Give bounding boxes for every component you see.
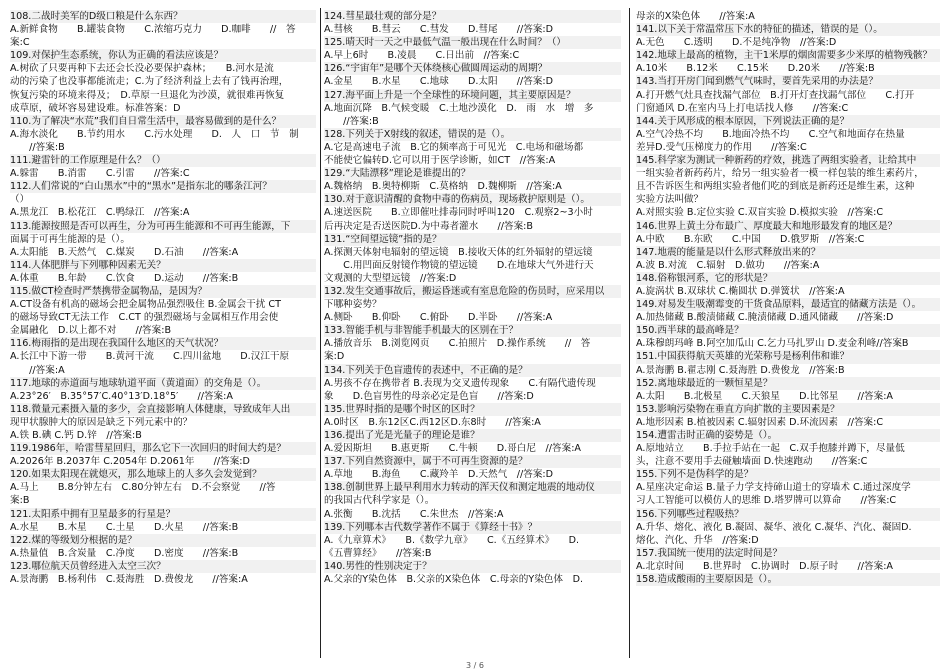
column-divider	[629, 8, 630, 658]
answer-line: A.新鲜食物 B.罐装食物 C.浓缩巧克力 D.咖啡 // 答	[10, 24, 296, 36]
question-line: 149.对易发生吸潮霉变的干货食品原料，最适宜的储藏方法是（）。	[636, 298, 940, 311]
answer-line: （）	[10, 194, 30, 206]
answer-line: A.早上6时 B.凌晨 C.日出前 //答案:C	[324, 50, 520, 62]
answer-line: 下哪种姿势？	[324, 299, 382, 311]
answer-line: A.播放音乐 B.浏览网页 C.拍照片 D.操作系统 // 答	[324, 338, 591, 350]
question-line: 124.彗星最壮观的部分是？	[324, 10, 621, 23]
question-line: 115.做CT检查时严禁携带金属物品，是因为？	[10, 285, 316, 298]
question-line: 111.避雷针的工作原理是什么？（）	[10, 154, 316, 167]
answer-line: A.北京时间 B.世界时 C.协调时 D.原子时 //答案:A	[636, 560, 893, 572]
question-line: 120.如果太阳现在就熄灭，那么地球上的人多久会发觉到？	[10, 468, 316, 481]
answer-line: A.中欧 B.东欧 C.中国 D.俄罗斯 //答案:C	[636, 233, 865, 245]
question-line: 133.智能手机与非智能手机最大的区别在于？	[324, 324, 621, 337]
question-line: 148.俗称银河系，它的形状是？	[636, 272, 940, 285]
answer-line: 后再决定是否送医院D.为中毒者灌水 //答案:B	[324, 220, 533, 232]
page-number: 3 / 6	[466, 661, 484, 670]
answer-line: 案:B	[10, 495, 30, 507]
answer-line: 恢复污染的环境来得及； D.草原一旦退化为沙漠，就很难再恢复	[10, 89, 285, 101]
question-line: 121.太阳系中拥有卫星最多的行星是？	[10, 508, 316, 521]
answer-line: 金属融化 D.以上都不对 //答案:B	[10, 325, 172, 337]
answer-line: A.太阳能 B.天然气 C.煤炭 D.石油 //答案:A	[10, 246, 239, 258]
column-2	[324, 10, 621, 658]
answer-line: A.草地 B.海鱼 C.藏羚羊 D.天然气 //答案:D	[324, 469, 554, 481]
question-line: 135.世界时指的是哪个时区的区时？	[324, 403, 621, 416]
question-line: 131.“空间望远镜”指的是？	[324, 233, 621, 246]
answer-line: //答案:B	[10, 141, 65, 153]
answer-line: //答案:A	[10, 364, 65, 376]
answer-line: 头，注意不要用手去碰触墙面 D.快速跑动 //答案:C	[636, 456, 868, 468]
question-line: 139.下列哪本古代数学著作不属于《算经十书》？	[324, 521, 621, 534]
question-line: 109.对保护生态系统，你认为正确的看法应该是？	[10, 49, 316, 62]
column-1	[10, 10, 316, 658]
answer-line: A.波 B.对流 C.辐射 D.做功 //答案:A	[636, 259, 820, 271]
answer-line: A.体重 B.年龄 C.饮食 D.运动 //答案:B	[10, 272, 239, 284]
answer-line: 实验方法叫做？	[636, 194, 704, 206]
answer-line: A.它是高速电子流 B.它的频率高于可见光 C.电场和磁场都	[324, 141, 584, 153]
question-line: 142.地球上最高的植物，主干1米厚的烟囱需要多少米厚的植物残骸？	[636, 49, 940, 62]
answer-line: //答案:B	[324, 115, 379, 127]
answer-line: A.彗核 B.彗云 C.彗发 D.彗尾 //答案:D	[324, 24, 554, 36]
question-line: 128.下列关于X射线的叙述，错误的是（）。	[324, 128, 621, 141]
answer-line: 母亲的X染色体 //答案:A	[636, 11, 755, 22]
question-line: 122.煤的等级划分根据的是？	[10, 534, 316, 547]
answer-line: A.2026年 B.2037年 C.2054年 D.2061年 //答案:D	[10, 456, 250, 468]
question-line: 153.影响污染物在垂直方向扩散的主要因素是？	[636, 403, 940, 416]
answer-line: A.无色 C.透明 D.不是纯净物 //答案:D	[636, 37, 837, 49]
answer-line: 的我国古代科学家是（）。	[324, 495, 435, 507]
answer-line: 象 D.色盲男性的母亲必定是色盲 //答案:D	[324, 390, 534, 402]
question-line: 146.世界上黄土分布最广、厚度最大和地形最发育的地区是？	[636, 220, 940, 233]
answer-line: A.景海鹏 B.杨利伟 C.聂海胜 D.费俊龙 //答案:A	[10, 574, 248, 586]
answer-line: 的磁场导致CT无法工作 C.CT 的强烈磁场与金属相互作用会使	[10, 312, 279, 324]
question-line: 154.遭雷击时正确的姿势是（）。	[636, 429, 940, 442]
question-line: 150.西半球的最高峰是？	[636, 324, 940, 337]
question-line: 147.地震的能量是以什么形式释放出来的？	[636, 246, 940, 259]
answer-line: A.10米 B.12米 C.15米 D.20米 //答案:B	[636, 63, 875, 75]
question-line: 143.当打开房门闻到燃气气味时，要首先采用的办法是？	[636, 75, 940, 88]
answer-line: A.侧卧 B.仰卧 C.俯卧 D.半卧 //答案:A	[324, 312, 553, 324]
answer-line: 动的污染了也没事都能流走；C.为了经济利益上去有了钱再治理，	[10, 76, 289, 88]
answer-line: 熔化、汽化、升华 //答案:D	[636, 534, 759, 546]
question-line: 127.海平面上升是一个全球性的环境问题，其主要原因是？	[324, 89, 621, 102]
answer-line: A.星座决定命运 B.量子力学支持碲山道士的穿墙术 C.通过深度学	[636, 482, 911, 494]
question-line: 126.“宇宙年”是哪个天体绕核心做圆周运动的周期？	[324, 62, 621, 75]
question-line: 145.科学家为测试一种新药的疗效，挑选了两组实验者，让给其中	[636, 154, 940, 167]
answer-line: 一组实验者新药药片，给另一组实验者一模一样包装的维生素药片，	[636, 168, 924, 180]
question-line: 130.对于意识清醒的食物中毒的伤病员，现场救护原则是（）。	[324, 193, 621, 206]
answer-line: A.23°26′ B.35°57′C.40°13′D.18°5′ //答案:A	[10, 390, 233, 402]
answer-line: A.升华、熔化、液化 B.凝固、凝华、液化 C.凝华、汽化、凝固D.	[636, 521, 912, 533]
question-line: 155.下列不是伪科学的是？	[636, 468, 940, 481]
question-line: 108.二战时美军的D级口粮是什么东西？	[10, 10, 316, 23]
answer-line: 差异D.受气压梯度力的作用 //答案:C	[636, 141, 807, 153]
question-line: 132.发生交通事故后，搬运昏迷或有室息危险的伤员时，应采用以	[324, 285, 621, 298]
question-line: 114.人体肥胖与下列哪种因素无关？	[10, 259, 316, 272]
question-line: 112.人们常说的“白山黑水”中的“黑水”是指东北的哪条江河？	[10, 180, 316, 193]
question-line: 141.以下关于常温常压下水的特征的描述，错误的是（）。	[636, 23, 940, 36]
question-line: 144.关于风形成的根本原因，下列说法正确的是？	[636, 115, 940, 128]
answer-line: 不能使它偏转D.它可以用于医学诊断，如CT //答案:A	[324, 155, 556, 167]
answer-line: A.加热储藏 B.酸渍储藏 C.腌渍储藏 D.通风储藏 //答案:D	[636, 312, 894, 324]
column-divider	[320, 8, 321, 658]
answer-line: A.父亲的Y染色体 B.父亲的X染色体 C.母亲的Y染色体 D.	[324, 574, 584, 586]
answer-line: 面属于可再生能源的是（）。	[10, 233, 130, 245]
answer-line: A.地形因素 B.植被因素 C.辐射因素 D.环流因素 //答案:C	[636, 416, 884, 428]
answer-line: A.珠穆朗玛峰 B.阿空加瓜山 C.乞力马扎罗山 D.麦金利峰//答案B	[636, 338, 909, 350]
answer-line: A.躲雷 B.消雷 C.引雷 //答案:C	[10, 168, 190, 180]
answer-line: 案:D	[324, 351, 345, 363]
question-line: 158.造成酸雨的主要原因是（）。	[636, 573, 940, 586]
answer-line: 门窗通风 D.在室内马上打电话找人修 //答案:C	[636, 102, 849, 114]
answer-line: A.0时区 B.东12区C.西12区D.东8时 //答案:A	[324, 416, 541, 428]
answer-line: A.地面沉降 B.气候变暖 C.土地沙漠化 D. 雨 水 增 多	[324, 102, 594, 114]
answer-line: 现甲状腺肿大的原因是缺乏下列元素中的？	[10, 416, 193, 428]
answer-line: A.男孩不存在携带者 B.表现为交叉遗传现象 C.有隔代遗传现	[324, 377, 596, 389]
answer-line: A.对照实验 B.定位实验 C.双盲实验 D.模拟实验 //答案:C	[636, 207, 884, 219]
answer-line: A.空气冷热不均 B.地面冷热不均 C.空气和地面存在热量	[636, 128, 905, 140]
question-line: 125.晴天时一天之中最低气温一般出现在什么时间？（）	[324, 36, 621, 49]
answer-line: A.水星 B.木星 C.土星 D.火星 //答案:B	[10, 521, 239, 533]
answer-line: A.旋涡状 B.双球状 C.椭圆状 D.弹簧状 //答案:A	[636, 285, 845, 297]
question-line: 118.微量元素摄入量的多少，会直接影响人体健康，导致成年人出	[10, 403, 316, 416]
answer-line: A.马上 B.8分钟左右 C.80分钟左右 D.不会察觉 //答	[10, 482, 276, 494]
question-line: 110.为了解决“水荒”我们自日常生活中，最容易做到的是什么？	[10, 115, 316, 128]
answer-line: 《五曹算经》 //答案:B	[324, 547, 432, 559]
answer-line: A.打开燃气灶具查找漏气部位 B.打开灯查找漏气部位 C.打开	[636, 89, 915, 101]
column-3	[636, 10, 940, 658]
question-line: 136.提出了光是光量子的理论是谁？	[324, 429, 621, 442]
question-line: 134.下列关于色盲遗传的表述中，不正确的是？	[324, 364, 621, 377]
answer-line: A.速送医院 B.立即催吐排毒同时呼叫120 C.观察2~3小时	[324, 207, 593, 219]
question-line: 113.能源按照是否可以再生，分为可再生能源和不可再生能源，下	[10, 220, 316, 233]
question-line: 117.地球的赤道面与地球轨道平面（黄道面）的交角是（）。	[10, 377, 316, 390]
answer-line: A.爱因斯坦 B.惠更斯 C.牛顿 D.哥白尼 //答案:A	[324, 443, 581, 455]
answer-line: 且不告诉医生和两组实验者他们吃的到底是新药还是维生素，这种	[636, 181, 915, 193]
question-line: 156.下列哪些过程吸热？	[636, 508, 940, 521]
question-line: 157.我国统一使用的法定时间是？	[636, 547, 940, 560]
answer-line: A.热量值 B.含炭量 C.净度 D.密度 //答案:B	[10, 547, 239, 559]
answer-line: A.探测天体射电辐射的望远镜 B.接收天体的红外辐射的望远镜	[324, 246, 593, 258]
question-line: 119.1986年，哈雷彗星回归，那么它下一次回归的时间大约是？	[10, 442, 316, 455]
answer-line: A.原地站立 B.手拉手站在一起 C.双手抱膝并蹲下，尽量低	[636, 443, 905, 455]
answer-line: 文观测的大型望远镜 //答案:D	[324, 272, 457, 284]
answer-line: A.长江中下游一带 B.黄河干流 C.四川盆地 D.汉江干原	[10, 351, 290, 363]
question-line: 137.下列自然资源中，属于不可再生资源的是？	[324, 455, 621, 468]
question-line: 116.梅雨指的是出现在我国什么地区的天气状况？	[10, 337, 316, 350]
answer-line: A.海水淡化 B.节约用水 C.污水处理 D. 人 口 节 制	[10, 128, 299, 140]
answer-line: A.魏格纳 B.奥特柳斯 C.莫格纳 D.魏柳斯 //答案:A	[324, 181, 562, 193]
answer-line: 案:C	[10, 37, 30, 49]
question-line: 138.创制世界上最早利用水力转动的浑天仪和测定地震的地动仪	[324, 481, 621, 494]
question-line: 151.中国获得航天英雄的光荣称号是杨利伟和谁？	[636, 350, 940, 363]
question-line: 152.离地球最近的一颗恒星是？	[636, 377, 940, 390]
answer-line: A.黑龙江 B.松花江 C.鸭绿江 //答案:A	[10, 207, 190, 219]
answer-line: A.树砍了只要再种下去还会长没必要保护森林； B.河水是流	[10, 63, 274, 75]
question-line: 140.男性的性别决定于？	[324, 560, 621, 573]
question-line: 129.“大陆漂移”理论是谁提出的？	[324, 167, 621, 180]
answer-line: 习人工智能可以模仿人的思维 D.塔罗牌可以算命 //答案:C	[636, 495, 897, 507]
question-line: 123.哪位航天员曾经进入太空三次？	[10, 560, 316, 573]
answer-line: A.金星 B.水星 C.地球 D.太阳 //答案:D	[324, 76, 554, 88]
answer-line: A.铁 B.碘 C.钙 D.锌 //答案:B	[10, 430, 142, 441]
answer-line: A.太阳 B.北极星 C.天狼星 D.比邻星 //答案:A	[636, 390, 893, 402]
answer-line: A.《九章算术》 B.《数学九章》 C.《五经算术》 D.	[324, 534, 580, 546]
answer-line: A.景海鹏 B.翟志刚 C.聂海胜 D.费俊龙 //答案:B	[636, 364, 845, 376]
answer-line: C.用凹面反射镜作物镜的望远镜 D.在地球大气外进行天	[324, 259, 594, 271]
answer-line: 成草原，破坏容易建设难。标准答案：D	[10, 102, 181, 114]
answer-line: A.张衡 B.沈括 C.朱世杰 //答案:A	[324, 508, 504, 520]
answer-line: A.CT设备有机高的磁场会把金属物品强烈吸住 B.金属会干扰 CT	[10, 299, 281, 311]
